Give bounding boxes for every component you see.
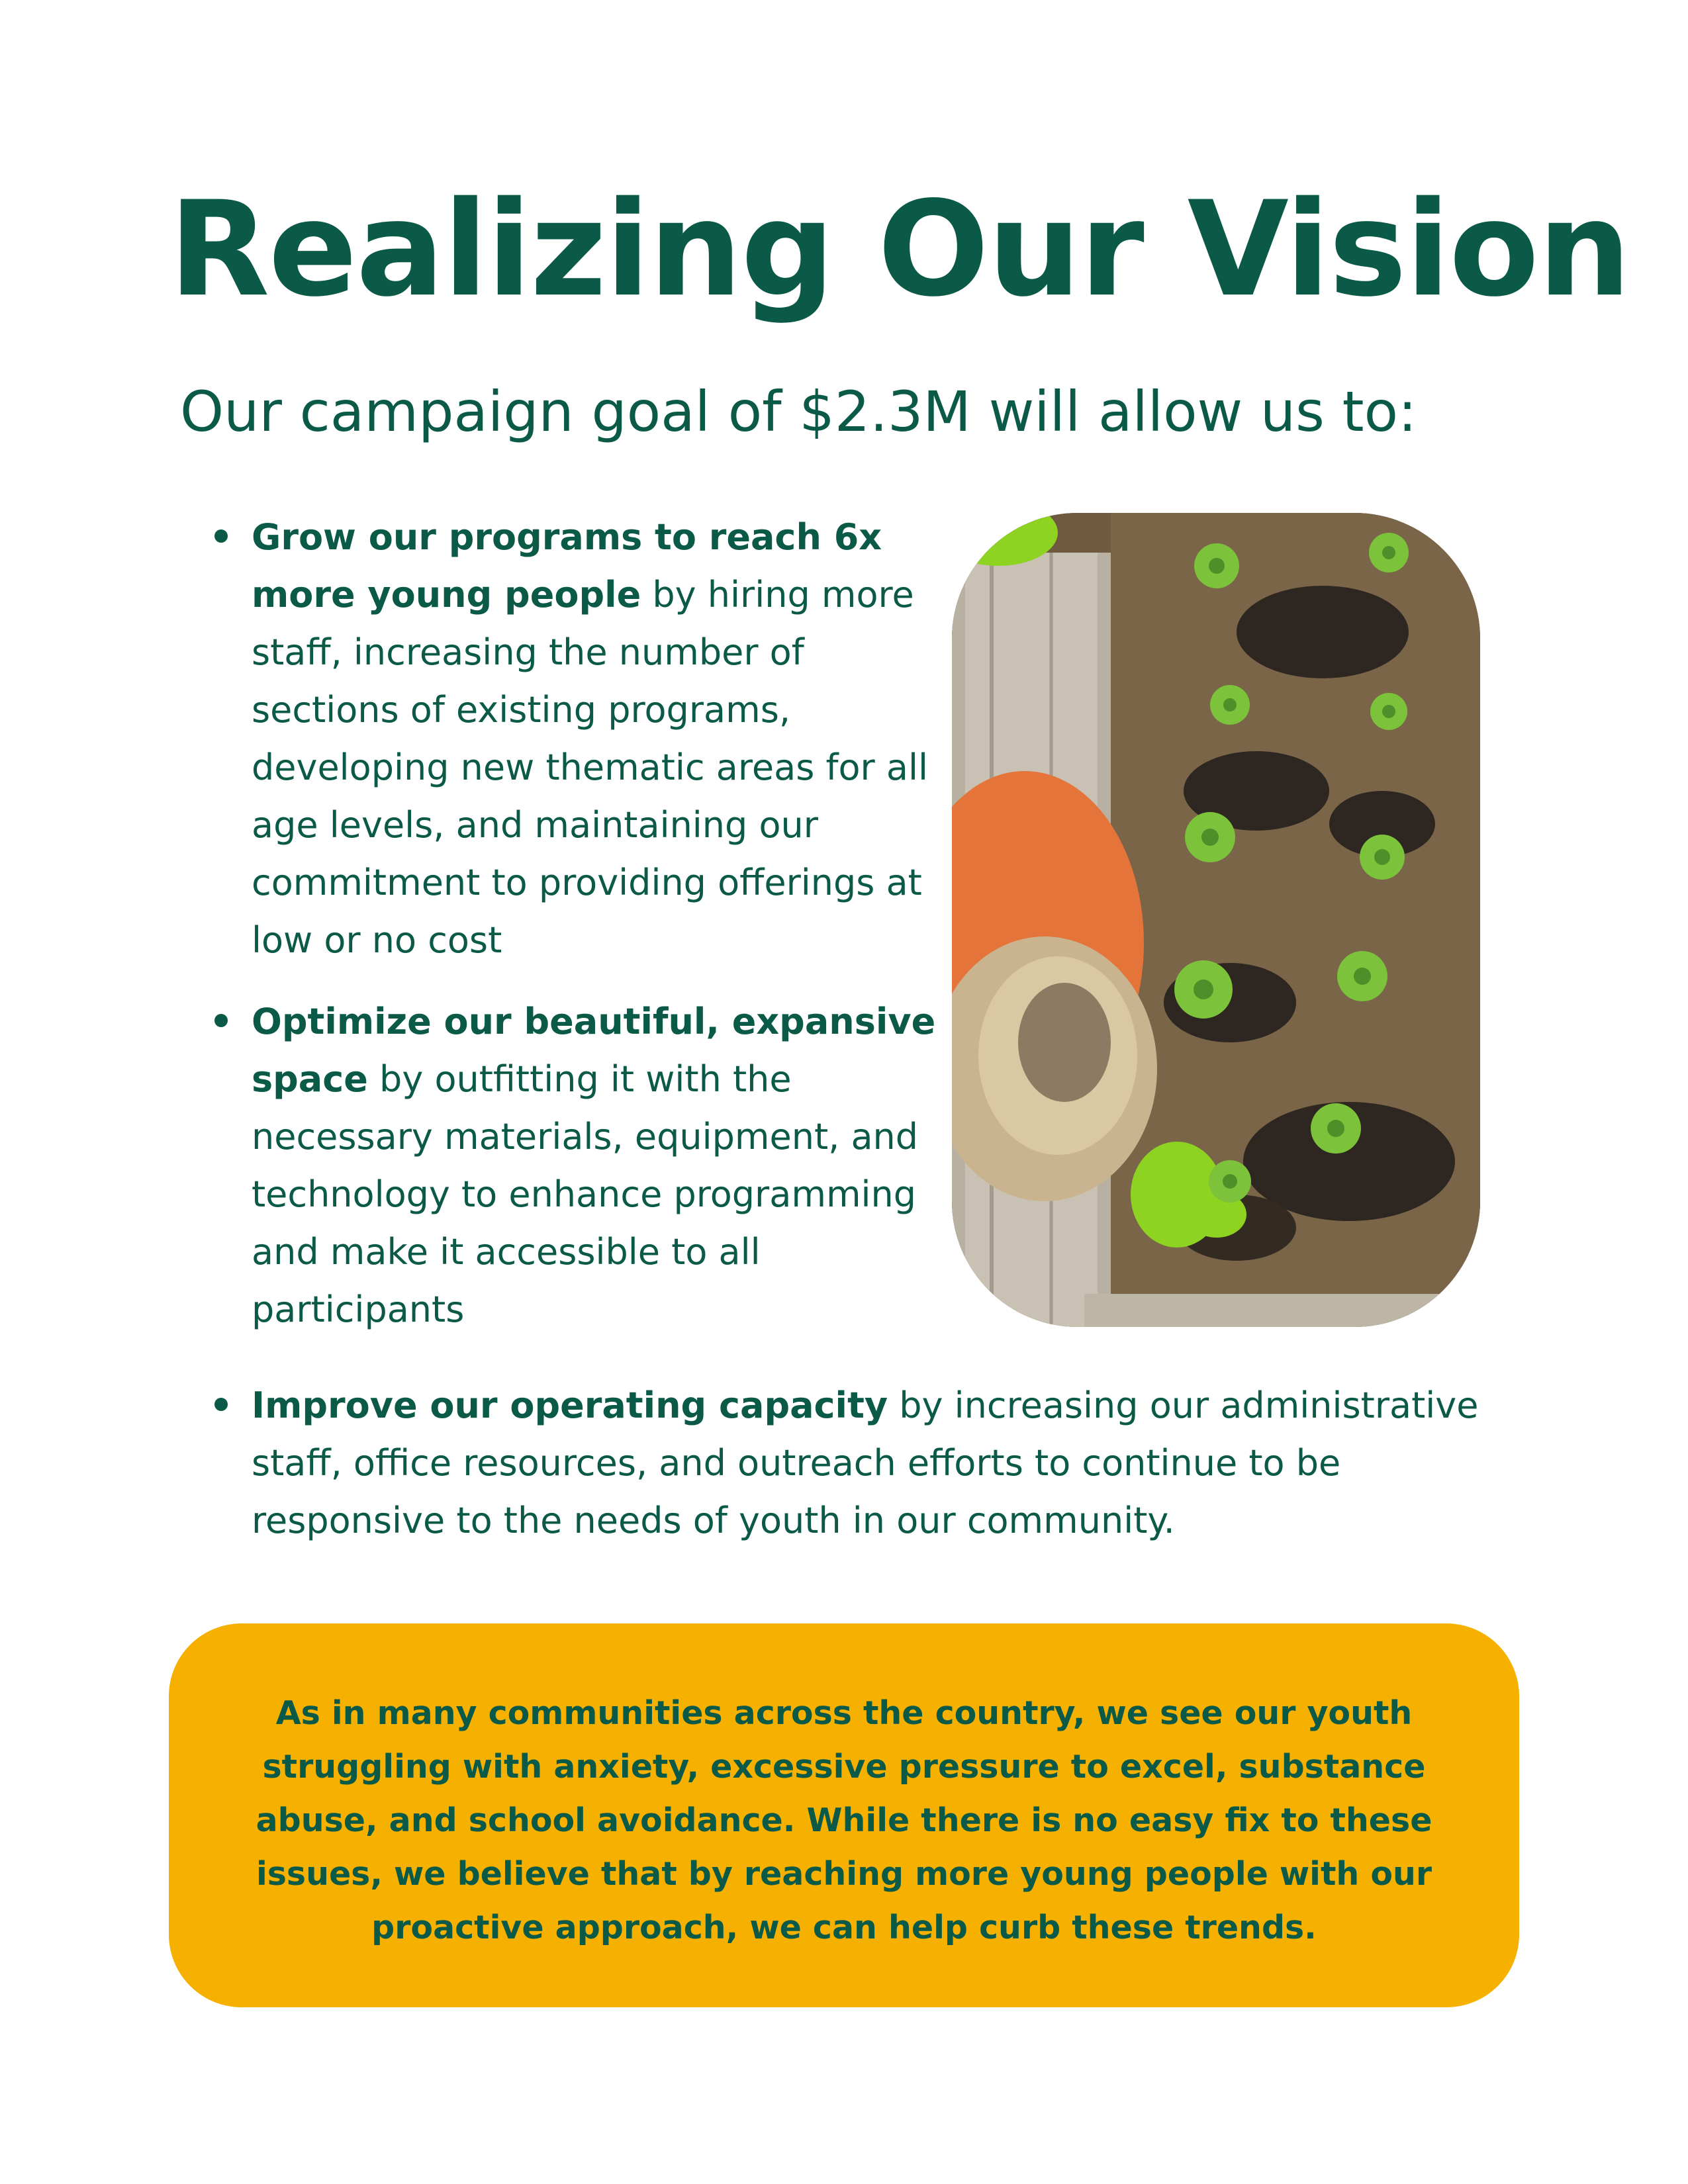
goal-description: by increasing our administrative staff, office resources, and outreach efforts to continue to be responsive to the needs of youth in our community. (252, 1385, 1479, 1541)
page-subtitle: Our campaign goal of $2.3M will allow us to: (180, 379, 1417, 444)
goals-list-continued (214, 1377, 1538, 1549)
callout-box (169, 1623, 1519, 2007)
page-title: Realizing Our Vision (169, 173, 1630, 326)
goals-list (214, 508, 936, 1338)
goal-item-capacity (214, 1377, 1538, 1549)
goal-description: by hiring more staff, increasing the number of sections of existing programs, developing new thematic areas for all age levels, and maintaining our commitment to providing offerings at low or no cost (252, 574, 929, 961)
goal-item-space (214, 993, 936, 1338)
goal-description: by outfitting it with the necessary materials, equipment, and technology to enhance programming and make it accessible to all participants (252, 1058, 919, 1330)
bullet-dot-icon (214, 529, 228, 543)
child-gardening-image (952, 513, 1480, 1327)
callout-text: As in many communities across the country, we see our youth struggling with anxiety, excessive pressure to excel, substance abuse, and school avoidance. While there is no easy fix to these issues, we believe that by reaching more young people with our proactive approach, we can help curb these trends. (256, 1694, 1432, 1946)
goal-heading: Grow our programs to reach 6x more young people (252, 516, 882, 615)
bullet-dot-icon (214, 1014, 228, 1027)
goal-heading: Optimize our beautiful, expansive space (252, 1001, 936, 1100)
goal-heading: Improve our operating capacity (252, 1385, 888, 1426)
goal-item-programs (214, 508, 936, 969)
bullet-dot-icon (214, 1398, 228, 1411)
